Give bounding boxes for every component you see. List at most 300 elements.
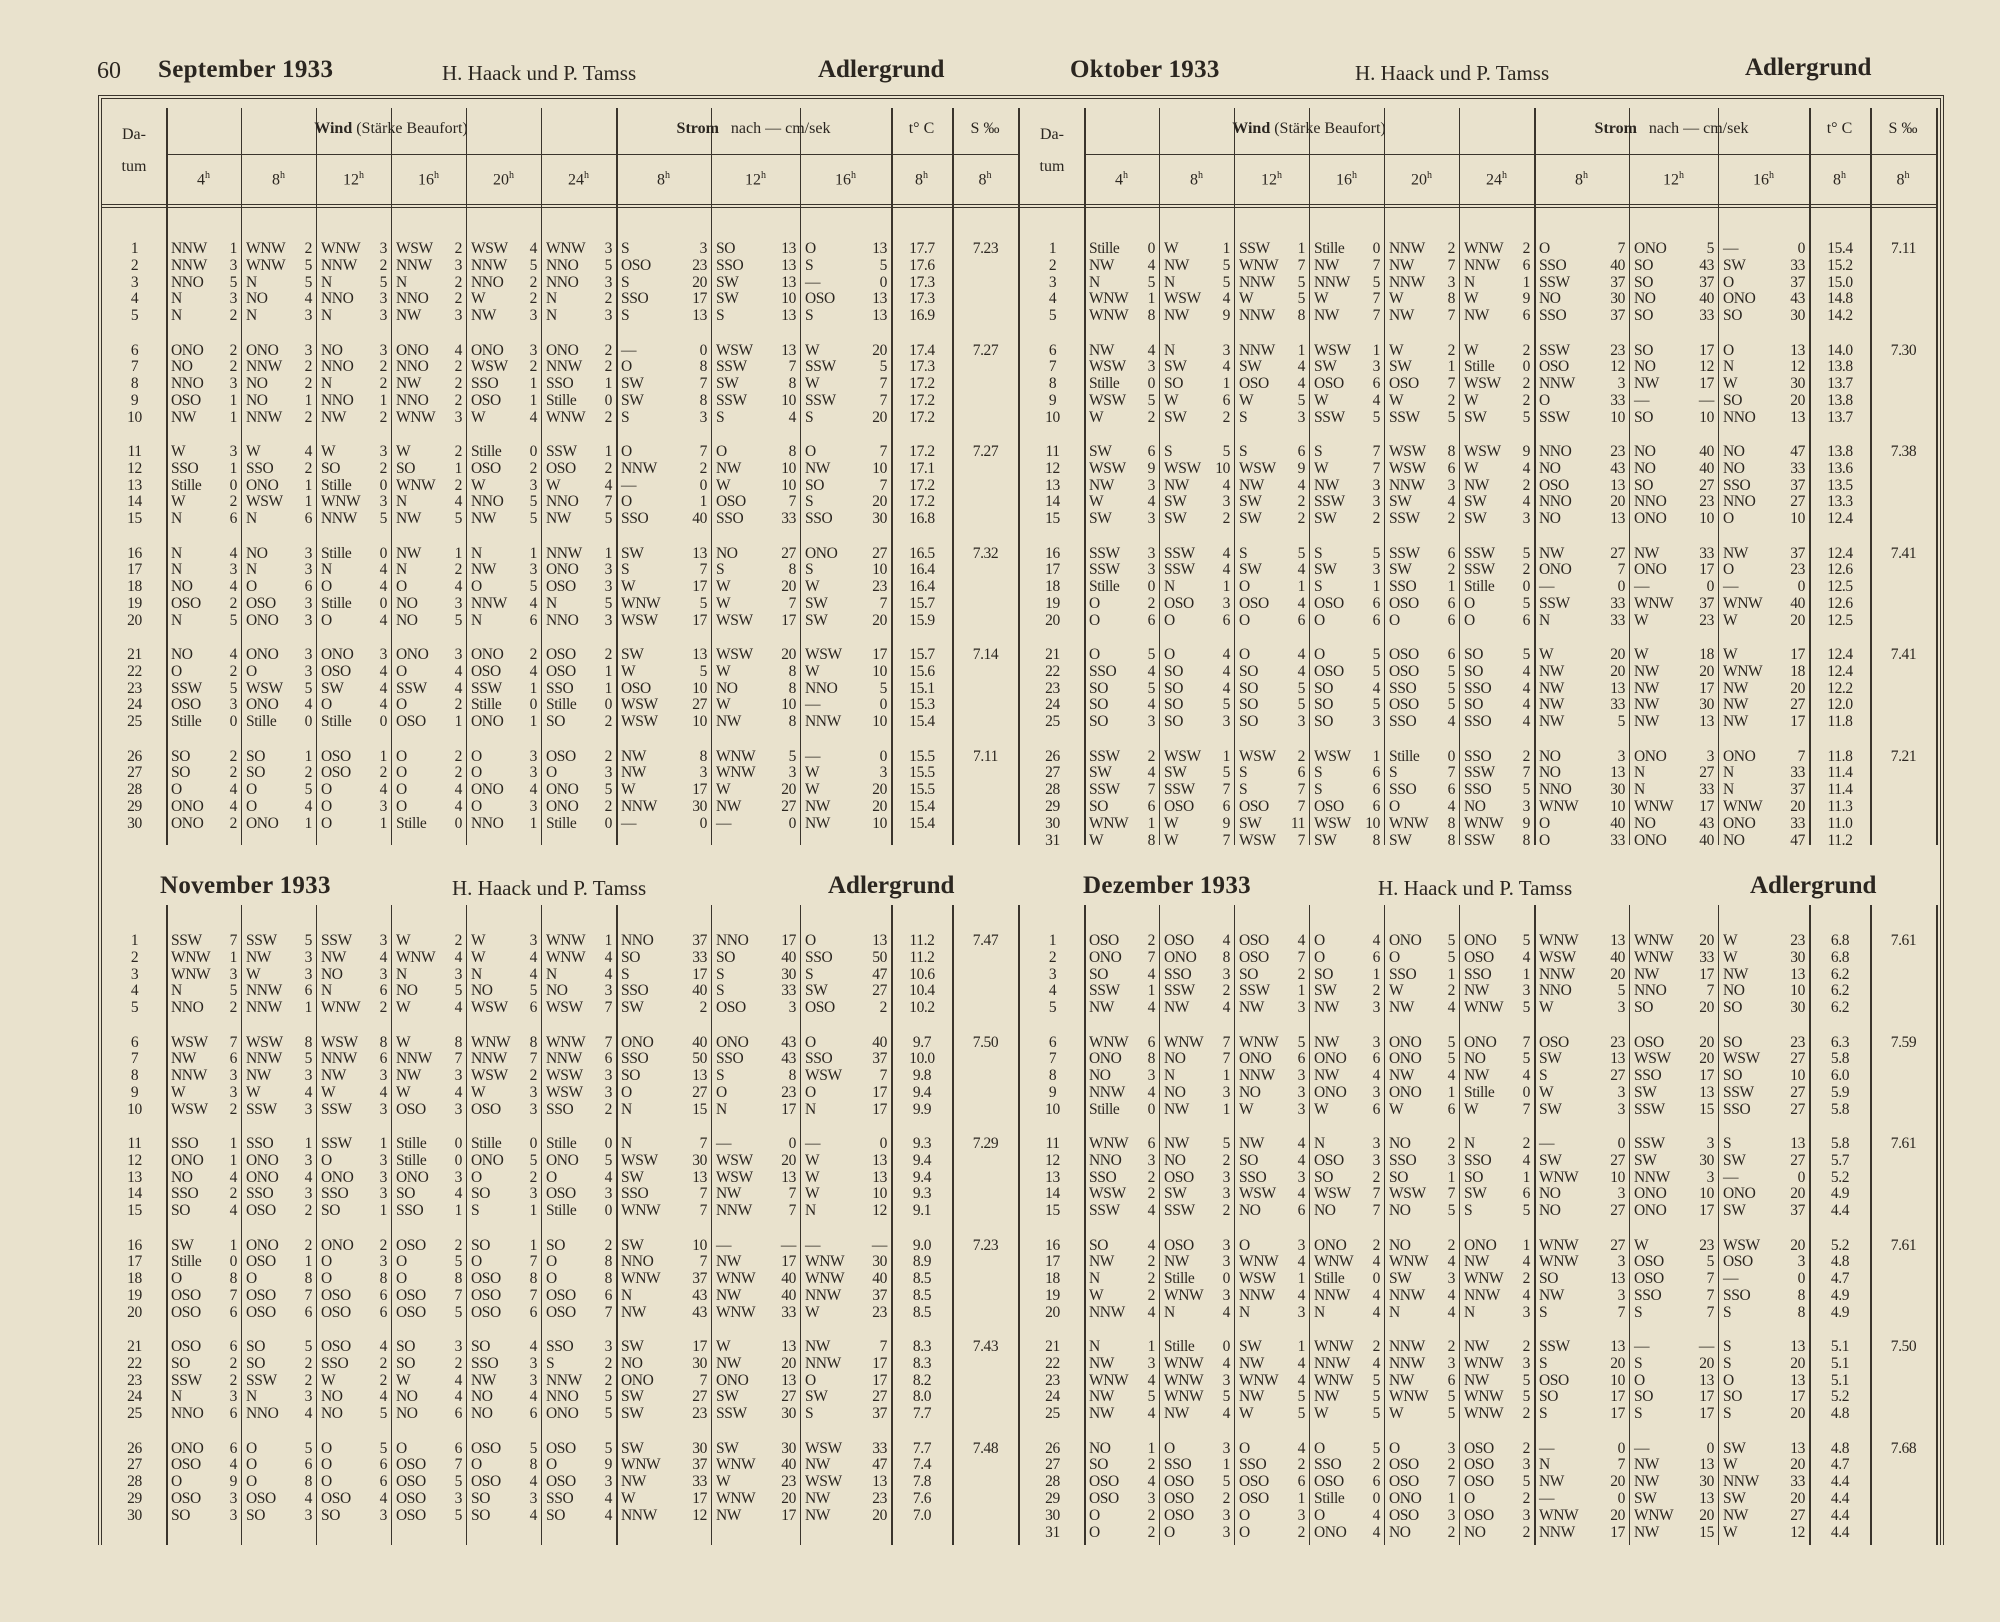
wind-direction: NO — [171, 358, 193, 376]
wind-cell — [1459, 561, 1534, 578]
wind-direction: W — [1239, 290, 1254, 308]
wind-force: 3 — [229, 1067, 237, 1085]
wind-cell — [466, 748, 541, 765]
wind-cell — [1309, 696, 1384, 713]
wind-direction: SO — [1314, 1168, 1334, 1186]
table-row — [1020, 460, 1936, 477]
wind-direction: NW — [471, 510, 497, 528]
wind-force: 5 — [529, 1151, 537, 1169]
current-direction: NW — [716, 1286, 742, 1304]
wind-force: 5 — [229, 611, 237, 629]
wind-cell — [166, 1304, 241, 1321]
wind-force: 3 — [379, 1506, 387, 1524]
wind-force: 4 — [304, 1083, 312, 1101]
day-cell: 4 — [1048, 290, 1057, 308]
wind-direction: NW — [321, 408, 347, 426]
temperature-cell: 13.6 — [1827, 459, 1853, 477]
current-cell — [1629, 982, 1718, 999]
wind-cell — [391, 1169, 466, 1186]
wind-force: 2 — [1522, 747, 1530, 765]
day-cell: 29 — [127, 1489, 142, 1507]
wind-cell — [541, 375, 616, 392]
wind-force: 3 — [604, 561, 612, 579]
temperature-cell: 16.5 — [909, 544, 935, 562]
wind-force: 7 — [604, 1033, 612, 1051]
wind-force: 1 — [229, 391, 237, 409]
wind-force: 3 — [454, 646, 462, 663]
current-cell — [616, 477, 711, 494]
wind-cell — [466, 409, 541, 426]
wind-force: 2 — [379, 408, 387, 426]
wind-force: 3 — [529, 932, 537, 949]
wind-direction: NO — [1164, 1083, 1186, 1101]
wind-direction: W — [396, 999, 411, 1017]
wind-cell — [541, 1101, 616, 1118]
wind-direction: NW — [1464, 307, 1490, 325]
wind-cell — [241, 1067, 316, 1084]
wind-direction: SW — [1089, 510, 1112, 528]
temperature-cell: 8.5 — [912, 1270, 932, 1288]
current-speed: 20 — [872, 493, 887, 511]
strom-header: Strom — [1594, 120, 1637, 137]
current-direction: WNW — [621, 1202, 661, 1220]
wind-force: 5 — [1372, 1405, 1380, 1423]
wind-direction: WSW — [1164, 290, 1201, 308]
wind-cell — [391, 1237, 466, 1254]
wind-direction: SSW — [171, 679, 202, 697]
day-cell: 1 — [130, 932, 139, 949]
wind-direction: SW — [321, 679, 344, 697]
wind-cell — [1159, 663, 1234, 680]
current-speed: 10 — [872, 713, 887, 731]
temperature-cell: 9.4 — [912, 1083, 932, 1101]
current-cell — [800, 1270, 891, 1287]
day-cell: 15 — [127, 1202, 142, 1220]
wind-force: 9 — [604, 1456, 612, 1474]
wind-direction: WNW — [321, 240, 361, 257]
wind-direction: NNO — [171, 375, 204, 393]
current-cell — [1718, 1388, 1809, 1405]
current-cell — [1718, 1237, 1809, 1254]
wind-direction: NW — [1239, 1135, 1265, 1152]
day-cell: 18 — [127, 578, 142, 596]
current-speed: 17 — [1790, 1388, 1805, 1406]
current-cell — [800, 595, 891, 612]
wind-direction: W — [1314, 459, 1329, 477]
current-cell — [1534, 663, 1629, 680]
wind-direction: NW — [396, 544, 422, 562]
wind-direction: N — [1164, 273, 1175, 291]
wind-force: 7 — [1522, 1100, 1530, 1118]
wind-cell — [1234, 545, 1309, 562]
temperature-cell: 9.8 — [912, 1067, 932, 1085]
current-direction: SO — [621, 1067, 641, 1085]
current-speed: 13 — [781, 307, 796, 325]
wind-force: 3 — [529, 764, 537, 782]
wind-cell — [391, 1440, 466, 1457]
current-speed: 17 — [872, 1371, 887, 1389]
salinity-cell — [952, 1456, 1018, 1473]
current-speed: 20 — [1699, 1354, 1714, 1372]
current-cell — [1534, 1270, 1629, 1287]
day-cell: 28 — [1045, 781, 1060, 799]
wind-force: 1 — [1222, 578, 1230, 596]
wind-force: 6 — [1147, 1135, 1155, 1152]
wind-direction: ONO — [546, 797, 579, 815]
salinity-cell — [952, 696, 1018, 713]
current-speed: 8 — [788, 1067, 796, 1085]
wind-direction: SO — [171, 1506, 191, 1524]
wind-direction: Stille — [1089, 1100, 1120, 1118]
wind-force: 4 — [529, 1388, 537, 1406]
wind-direction: OSO — [471, 662, 501, 680]
wind-direction: SSO — [1389, 713, 1417, 731]
wind-direction: NNW — [471, 1050, 507, 1068]
wind-force: 4 — [304, 1489, 312, 1507]
wind-cell — [1384, 409, 1459, 426]
temperature-cell: 13.7 — [1827, 408, 1853, 426]
day-cell: 5 — [130, 307, 139, 325]
wind-force: 5 — [1372, 662, 1380, 680]
wind-direction: SW — [1389, 1270, 1412, 1288]
wind-direction: SO — [1389, 1168, 1409, 1186]
wind-force: 2 — [1447, 1456, 1455, 1474]
wind-cell — [1084, 1473, 1159, 1490]
current-direction: N — [1634, 764, 1645, 782]
wind-direction: OSO — [546, 1473, 576, 1491]
current-cell — [1534, 999, 1629, 1016]
wind-direction: WNW — [1314, 1338, 1354, 1355]
wind-force: 3 — [229, 561, 237, 579]
wind-force: 4 — [379, 1083, 387, 1101]
day-cell: 27 — [127, 764, 142, 782]
current-direction: SO — [1634, 273, 1654, 291]
wind-force: 4 — [1147, 256, 1155, 274]
wind-direction: NO — [246, 544, 268, 562]
wind-cell — [1309, 713, 1384, 730]
wind-force: 2 — [1147, 1456, 1155, 1474]
wind-force: 2 — [229, 1100, 237, 1118]
wind-direction: NNW — [1239, 307, 1275, 325]
wind-force: 4 — [1147, 1236, 1155, 1254]
wind-cell — [1234, 1507, 1309, 1524]
wind-direction: Stille — [546, 1202, 577, 1220]
wind-cell — [541, 1034, 616, 1051]
table-row — [102, 1440, 1018, 1457]
wind-force: 3 — [1147, 544, 1155, 562]
current-speed: 13 — [872, 1151, 887, 1169]
current-cell — [711, 1355, 800, 1372]
wind-force: 7 — [1447, 256, 1455, 274]
wind-direction: N — [321, 561, 332, 579]
current-speed: 8 — [788, 679, 796, 697]
wind-direction: SSO — [1389, 965, 1417, 983]
wind-direction: N — [471, 544, 482, 562]
current-speed: 37 — [872, 1405, 887, 1423]
wind-direction: N — [171, 1388, 182, 1406]
current-speed: 0 — [788, 814, 796, 832]
day-cell: 12 — [1045, 459, 1060, 477]
wind-direction: NO — [471, 1405, 493, 1423]
wind-direction: S — [1314, 781, 1323, 799]
table-row — [102, 1084, 1018, 1101]
column-divider — [1936, 108, 1938, 845]
wind-direction: W — [1314, 391, 1329, 409]
current-direction: SSW — [1539, 1338, 1570, 1355]
table-row — [1020, 1473, 1936, 1490]
wind-force: 3 — [229, 1489, 237, 1507]
wind-force: 6 — [229, 1338, 237, 1355]
wind-cell — [316, 982, 391, 999]
wind-direction: SO — [246, 747, 266, 765]
table-row — [1020, 982, 1936, 999]
wind-force: 3 — [304, 1388, 312, 1406]
temperature-cell: 8.5 — [912, 1286, 932, 1304]
wind-cell — [1459, 663, 1534, 680]
wind-cell — [1309, 561, 1384, 578]
current-direction: SW — [716, 375, 739, 393]
wind-cell — [1234, 1524, 1309, 1541]
wind-direction: NO — [1164, 1151, 1186, 1169]
temperature-cell: 17.3 — [909, 290, 935, 308]
wind-cell — [1459, 713, 1534, 730]
current-direction: ONO — [1634, 747, 1667, 765]
current-cell — [1718, 646, 1809, 663]
wind-cell — [391, 999, 466, 1016]
wind-direction: SW — [1314, 561, 1337, 579]
wind-direction: Stille — [396, 1135, 427, 1152]
wind-cell — [1084, 1202, 1159, 1219]
wind-force: 4 — [379, 696, 387, 714]
wind-force: 4 — [1447, 1253, 1455, 1271]
wind-direction: NNW — [1314, 273, 1350, 291]
wind-direction: NNW — [246, 358, 282, 376]
current-direction: W — [805, 1168, 820, 1186]
wind-direction: SSW — [246, 932, 277, 949]
current-speed: 17 — [1699, 375, 1714, 393]
table-row — [102, 815, 1018, 832]
current-cell — [1629, 578, 1718, 595]
wind-direction: NW — [1164, 1253, 1190, 1271]
wind-direction: S — [1389, 764, 1398, 782]
current-direction: NO — [1539, 747, 1561, 765]
wind-direction: OSO — [171, 594, 201, 612]
wind-cell — [541, 1067, 616, 1084]
wind-force: 2 — [379, 459, 387, 477]
day-cell: 1 — [130, 240, 139, 257]
wind-direction: O — [321, 1439, 332, 1457]
table-row — [1020, 595, 1936, 612]
table-row — [1020, 358, 1936, 375]
salinity-cell — [952, 1270, 1018, 1287]
wind-force: 4 — [1297, 375, 1305, 393]
wind-cell — [1234, 832, 1309, 849]
wind-cell — [1084, 1355, 1159, 1372]
wind-force: 4 — [1522, 713, 1530, 731]
current-speed: 23 — [1610, 341, 1625, 359]
wind-cell — [316, 545, 391, 562]
wind-force: 8 — [454, 1033, 462, 1051]
current-speed: 10 — [1610, 1168, 1625, 1186]
wind-cell — [1384, 1101, 1459, 1118]
current-direction: NW — [805, 814, 831, 832]
table-row — [1020, 1152, 1936, 1169]
wind-cell — [1159, 1524, 1234, 1541]
wind-cell — [166, 240, 241, 257]
wind-force: 2 — [1297, 1523, 1305, 1541]
temperature-cell: 13.8 — [1827, 358, 1853, 376]
wind-direction: W — [1389, 982, 1404, 1000]
wind-cell — [1459, 1440, 1534, 1457]
wind-direction: O — [321, 696, 332, 714]
wind-force: 2 — [229, 1371, 237, 1389]
wind-force: 1 — [1372, 578, 1380, 596]
wind-force: 1 — [1222, 747, 1230, 765]
wind-direction: OSO — [1089, 1489, 1119, 1507]
current-cell — [616, 932, 711, 949]
temperature-cell: 13.5 — [1827, 476, 1853, 494]
wind-hour-header — [1384, 170, 1459, 189]
salinity-cell — [1870, 1202, 1936, 1219]
wind-cell — [1159, 680, 1234, 697]
current-cell — [1718, 240, 1809, 257]
wind-cell — [1459, 1169, 1534, 1186]
wind-direction: NNO — [546, 1388, 579, 1406]
wind-force: 3 — [304, 611, 312, 629]
wind-direction: N — [246, 273, 257, 291]
wind-force: 6 — [1297, 1050, 1305, 1068]
wind-force: 3 — [379, 1100, 387, 1118]
table-row — [1020, 1067, 1936, 1084]
wind-direction: WSW — [1239, 831, 1276, 849]
wind-cell — [466, 1067, 541, 1084]
wind-force: 2 — [229, 662, 237, 680]
current-speed: 33 — [1610, 696, 1625, 714]
table-row — [102, 392, 1018, 409]
wind-force: 7 — [1222, 781, 1230, 799]
current-speed: 0 — [1617, 1439, 1625, 1457]
wind-force: 1 — [1522, 965, 1530, 983]
current-cell — [711, 493, 800, 510]
current-direction: S — [621, 965, 630, 983]
wind-cell — [1159, 748, 1234, 765]
wind-force: 2 — [1222, 510, 1230, 528]
wind-direction: NO — [1389, 1236, 1411, 1254]
current-direction: SW — [1634, 1489, 1657, 1507]
wind-force: 2 — [604, 646, 612, 663]
salinity-cell — [952, 307, 1018, 324]
current-speed: 7 — [1617, 240, 1625, 257]
wind-hour-header — [541, 170, 616, 189]
hour-label: 20 — [493, 171, 509, 189]
current-cell — [1718, 307, 1809, 324]
hour-label: 8 — [657, 171, 665, 189]
wind-direction: SSO — [1089, 1168, 1117, 1186]
current-cell — [1718, 1456, 1809, 1473]
wind-force: 2 — [1222, 1151, 1230, 1169]
wind-force: 3 — [1222, 1083, 1230, 1101]
current-speed: 5 — [1706, 1253, 1714, 1271]
wind-cell — [241, 1338, 316, 1355]
wind-direction: ONO — [171, 814, 204, 832]
wind-direction: SSW — [1164, 1202, 1195, 1220]
wind-direction: OSO — [246, 1202, 276, 1220]
wind-direction: SO — [1314, 679, 1334, 697]
wind-direction: WSW — [1239, 1270, 1276, 1288]
current-speed: 30 — [872, 1253, 887, 1271]
current-direction: NNW — [1539, 965, 1575, 983]
table-row — [102, 595, 1018, 612]
wind-direction: NO — [171, 578, 193, 596]
wind-direction: SO — [1089, 965, 1109, 983]
wind-cell — [241, 966, 316, 983]
wind-cell — [1459, 815, 1534, 832]
wind-force: 3 — [304, 1506, 312, 1524]
wind-force: 1 — [1297, 578, 1305, 596]
current-cell — [616, 1101, 711, 1118]
wind-direction: NW — [246, 1067, 272, 1085]
wind-direction: N — [1089, 273, 1100, 291]
wind-direction: W — [1164, 831, 1179, 849]
wind-direction: NO — [1464, 1050, 1486, 1068]
wind-force: 6 — [304, 510, 312, 528]
current-cell — [1629, 1507, 1718, 1524]
wind-direction: OSO — [471, 459, 501, 477]
wind-cell — [466, 578, 541, 595]
salinity-cell — [952, 764, 1018, 781]
table-row — [1020, 1169, 1936, 1186]
current-speed: 27 — [692, 696, 707, 714]
temperature-cell: 12.5 — [1827, 578, 1853, 596]
current-cell — [1718, 1473, 1809, 1490]
temperature-cell: 14.8 — [1827, 290, 1853, 308]
wind-force: 3 — [379, 1151, 387, 1169]
wind-cell — [1384, 358, 1459, 375]
temperature-cell: 5.1 — [1830, 1371, 1850, 1389]
wind-force: 6 — [1372, 948, 1380, 966]
wind-force: 1 — [229, 240, 237, 257]
current-direction: WNW — [1723, 797, 1763, 815]
current-speed: 7 — [879, 594, 887, 612]
current-cell — [800, 949, 891, 966]
current-cell — [616, 663, 711, 680]
salinity-cell: 7.23 — [972, 1236, 999, 1254]
wind-force: 5 — [1522, 1388, 1530, 1406]
wind-cell — [1384, 1169, 1459, 1186]
wind-cell — [166, 1101, 241, 1118]
wind-cell — [541, 1388, 616, 1405]
current-cell — [711, 949, 800, 966]
wind-force: 0 — [379, 713, 387, 731]
wind-direction: SSO — [171, 459, 199, 477]
wind-direction: WNW — [321, 493, 361, 511]
wind-cell — [316, 375, 391, 392]
wind-cell — [1084, 1388, 1159, 1405]
wind-force: 4 — [1522, 1253, 1530, 1271]
wind-cell — [1309, 409, 1384, 426]
wind-cell — [1159, 696, 1234, 713]
wind-direction: ONO — [471, 1151, 504, 1169]
wind-cell — [391, 493, 466, 510]
wind-force: 0 — [1147, 578, 1155, 596]
wind-cell — [1084, 1524, 1159, 1541]
current-direction: SW — [621, 1338, 644, 1355]
wind-cell — [1384, 1338, 1459, 1355]
table-row — [102, 932, 1018, 949]
wind-cell — [1234, 578, 1309, 595]
current-direction: O — [1723, 1371, 1734, 1389]
current-cell — [1629, 966, 1718, 983]
